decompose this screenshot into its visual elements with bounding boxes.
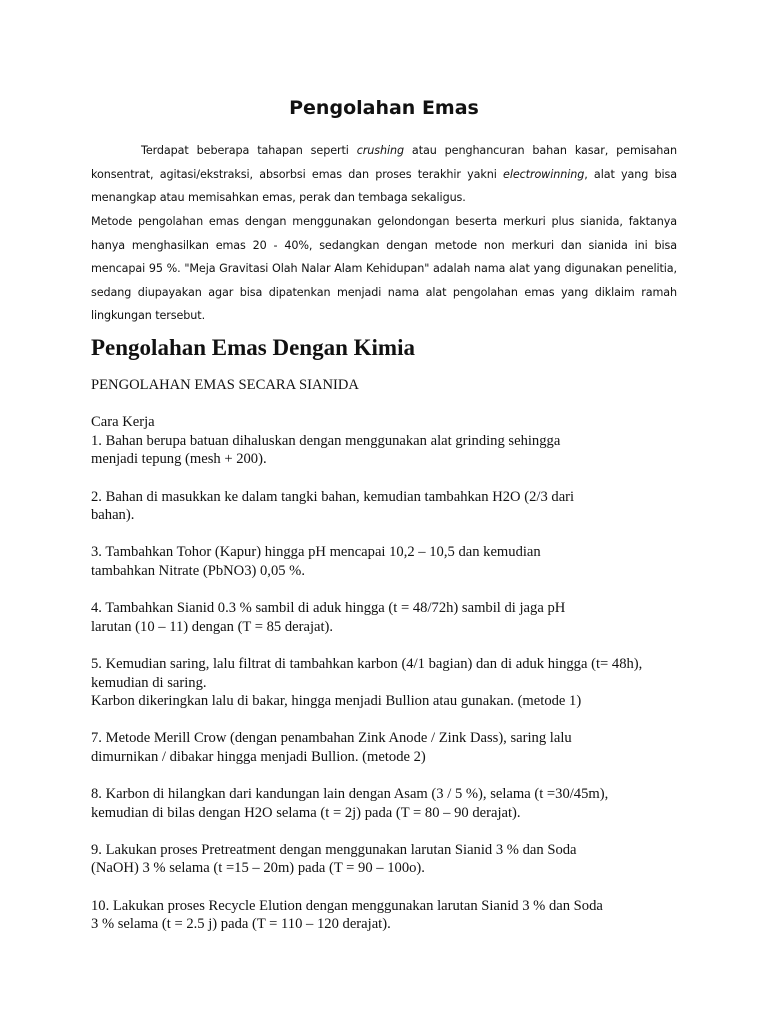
- intro-text-1a: Terdapat beberapa tahapan seperti: [141, 144, 357, 157]
- step-3: [91, 543, 691, 580]
- step-2: [91, 488, 691, 525]
- step-7: [91, 729, 691, 766]
- intro-term-crushing: crushing: [356, 144, 404, 157]
- step-line: tambahkan Nitrate (PbNO3) 0,05 %.: [91, 562, 305, 579]
- step-line: larutan (10 – 11) dengan (T = 85 derajat).: [91, 618, 334, 635]
- step-8: [91, 785, 691, 822]
- step-line: kemudian di bilas dengan H2O selama (t = 2j) pada (T = 80 – 90 derajat).: [91, 804, 521, 821]
- step-line: 4. Tambahkan Sianid 0.3 % sambil di aduk hingga (t = 48/72h) sambil di jaga pH: [91, 600, 566, 617]
- step-10: [91, 897, 691, 934]
- step-5: [91, 655, 691, 711]
- step-line: 1. Bahan berupa batuan dihaluskan dengan menggunakan alat grinding sehingga: [91, 432, 561, 449]
- subheading: PENGOLAHAN EMAS SECARA SIANIDA: [91, 377, 359, 393]
- step-line: kemudian di saring.: [91, 674, 207, 691]
- step-line: 10. Lakukan proses Recycle Elution dengan menggunakan larutan Sianid 3 % dan Soda: [91, 897, 603, 914]
- intro-paragraph-2: Metode pengolahan emas dengan menggunakan gelondongan beserta merkuri plus sianida, faktanya hanya menghasilkan emas 20 - 40%, sedangkan dengan metode non merkuri dan sianida ini bisa mencapai 95 %. "Meja Gravitasi Olah Nalar Alam Kehidupan" adalah nama alat yang digunakan penelitia, sedang diupayakan agar bisa dipatenkan menjadi nama alat pengolahan emas yang diklaim ramah lingkungan tersebut.: [91, 215, 677, 322]
- intro-term-electrowinning: electrowinning: [503, 167, 585, 181]
- step-line: 9. Lakukan proses Pretreatment dengan menggunakan larutan Sianid 3 % dan Soda: [91, 841, 577, 858]
- step-line: 5. Kemudian saring, lalu filtrat di tambahkan karbon (4/1 bagian) dan di aduk hingga (t= 48h),: [91, 655, 643, 672]
- step-line: (NaOH) 3 % selama (t =15 – 20m) pada (T = 90 – 100o).: [91, 860, 425, 877]
- intro-paragraph-1: [91, 139, 677, 210]
- step-line: 7. Metode Merill Crow (dengan penambahan Zink Anode / Zink Dass), saring lalu: [91, 730, 572, 747]
- step-1: [91, 432, 691, 469]
- step-line: 8. Karbon di hilangkan dari kandungan lain dengan Asam (3 / 5 %), selama (t =30/45m),: [91, 786, 609, 803]
- section-heading: Pengolahan Emas Dengan Kimia: [91, 335, 415, 360]
- step-line: Karbon dikeringkan lalu di bakar, hingga menjadi Bullion atau gunakan. (metode 1): [91, 693, 582, 710]
- step-9: [91, 841, 691, 878]
- intro-text-1b: atau penghancuran bahan kasar, pemisahan konsentrat, agitasi/ekstraksi, absorbsi emas dan proses terakhir yakni: [91, 144, 677, 181]
- step-line: 3 % selama (t = 2.5 j) pada (T = 110 – 120 derajat).: [91, 916, 391, 933]
- step-4: [91, 599, 691, 636]
- cara-kerja-label: Cara Kerja: [91, 414, 155, 431]
- procedure-block: [91, 376, 691, 934]
- step-line: 3. Tambahkan Tohor (Kapur) hingga pH mencapai 10,2 – 10,5 dan kemudian: [91, 544, 541, 561]
- step-line: 2. Bahan di masukkan ke dalam tangki bahan, kemudian tambahkan H2O (2/3 dari: [91, 488, 575, 505]
- intro-text-1c: , alat yang bisa menangkap atau memisahkan emas, perak dan tembaga sekaligus.: [91, 167, 677, 204]
- document-title: Pengolahan Emas: [289, 97, 479, 119]
- step-line: menjadi tepung (mesh + 200).: [91, 451, 267, 468]
- step-line: bahan).: [91, 507, 135, 524]
- step-line: dimurnikan / dibakar hingga menjadi Bullion. (metode 2): [91, 748, 426, 765]
